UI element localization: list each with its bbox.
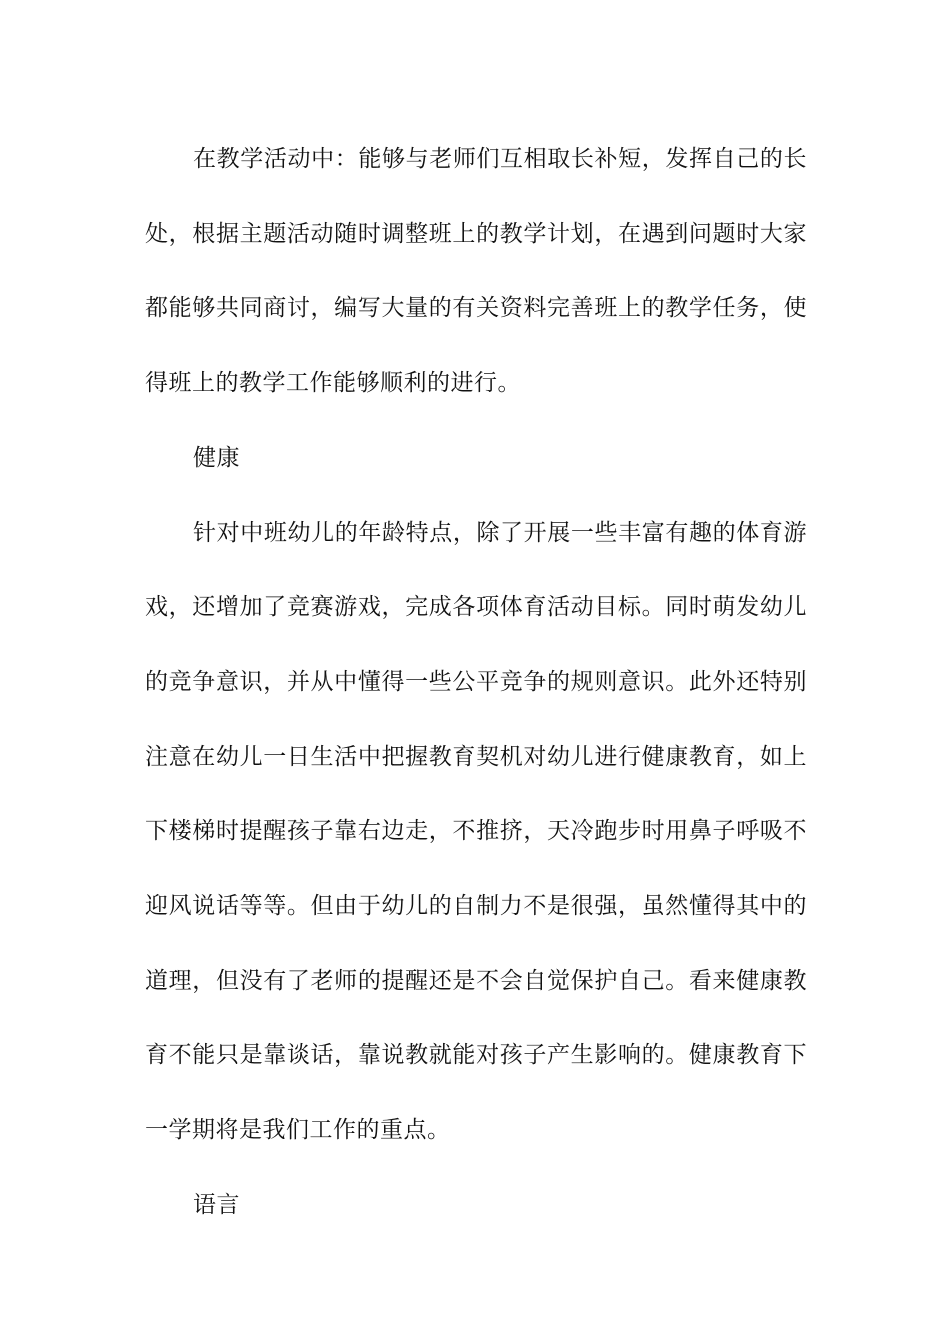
- section-heading-language: 语言: [193, 1191, 240, 1218]
- section-heading-health: 健康: [193, 444, 240, 471]
- paragraph-health: 针对中班幼儿的年龄特点，除了开展一些丰富有趣的体育游戏，还增加了竞赛游戏，完成各项体育活动目标。同时萌发幼儿的竞争意识，并从中懂得一些公平竞争的规则意识。此外还特别注意在幼儿一日生活中把握教育契机对幼儿进行健康教育，如上下楼梯时提醒孩子靠右边走，不推挤，天冷跑步时用鼻子呼吸不迎风说话等等。但由于幼儿的自制力不是很强，虽然懂得其中的道理，但没有了老师的提醒还是不会自觉保护自己。看来健康教育不能只是靠谈话，靠说教就能对孩子产生影响的。健康教育下一学期将是我们工作的重点。: [145, 519, 807, 1144]
- paragraph-teaching-activities: 在教学活动中：能够与老师们互相取长补短，发挥自己的长处，根据主题活动随时调整班上的教学计划，在遇到问题时大家都能够共同商讨，编写大量的有关资料完善班上的教学任务，使得班上的教学工作能够顺利的进行。: [145, 146, 807, 397]
- document-body: [145, 122, 807, 1243]
